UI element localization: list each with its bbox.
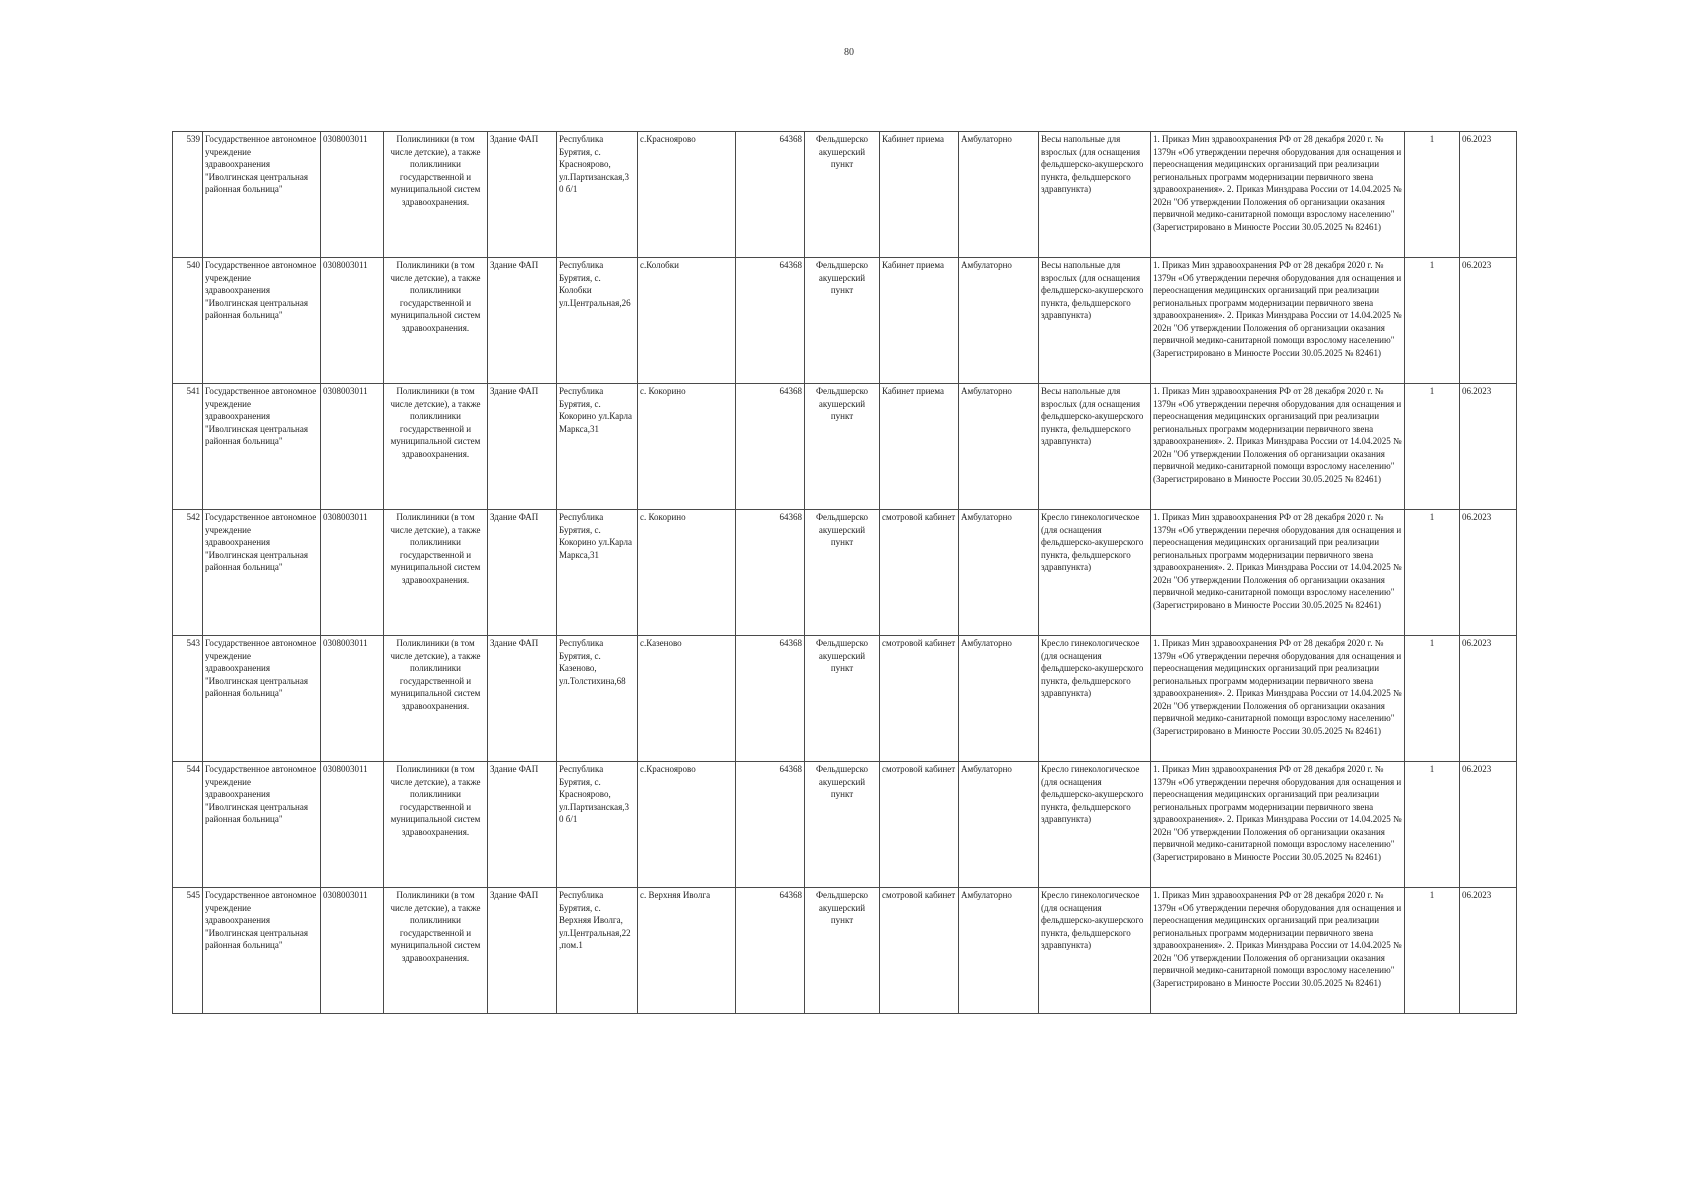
cell-number: 542 [173, 510, 203, 636]
cell-unit: Фельдшерско акушерский пункт [805, 762, 880, 888]
cell-code: 0308003011 [321, 510, 384, 636]
cell-equipment: Кресло гинекологическое (для оснащения фельдшерско-акушерского пункта, фельдшерского здравпункта) [1039, 888, 1151, 1014]
cell-purpose: Поликлиники (в том числе детские), а также поликлиники государственной и муниципальной систем здравоохранения. [384, 888, 488, 1014]
cell-code2: 64368 [736, 384, 805, 510]
cell-locality: с.Колобки [638, 258, 736, 384]
cell-code: 0308003011 [321, 132, 384, 258]
cell-address: Республика Бурятия, с. Красноярово, ул.Партизанская,3 0 б/1 [557, 762, 638, 888]
cell-basis: 1. Приказ Мин здравоохранения РФ от 28 декабря 2020 г. № 1379н «Об утверждении перечня оборудования для оснащения и переоснащения медицинских организаций при реализации региональных программ модернизации первичного звена здравоохранения». 2. Приказ Минздрава России от 14.04.2025 № 202н "Об утверждении Положения об организации оказания первичной медико-санитарной помощи взрослому населению" (Зарегистрировано в Минюсте России 30.05.2025 № 82461) [1151, 762, 1405, 888]
cell-date: 06.2023 [1460, 258, 1517, 384]
cell-address: Республика Бурятия, с. Казеново, ул.Толстихина,68 [557, 636, 638, 762]
cell-mode: Амбулаторно [959, 132, 1039, 258]
cell-mode: Амбулаторно [959, 258, 1039, 384]
cell-code2: 64368 [736, 132, 805, 258]
cell-equipment: Весы напольные для взрослых (для оснащения фельдшерско-акушерского пункта, фельдшерского здравпункта) [1039, 258, 1151, 384]
cell-mode: Амбулаторно [959, 888, 1039, 1014]
registry-table [172, 131, 1517, 1014]
cell-building: Здание ФАП [488, 636, 557, 762]
cell-basis: 1. Приказ Мин здравоохранения РФ от 28 декабря 2020 г. № 1379н «Об утверждении перечня оборудования для оснащения и переоснащения медицинских организаций при реализации региональных программ модернизации первичного звена здравоохранения». 2. Приказ Минздрава России от 14.04.2025 № 202н "Об утверждении Положения об организации оказания первичной медико-санитарной помощи взрослому населению" (Зарегистрировано в Минюсте России 30.05.2025 № 82461) [1151, 510, 1405, 636]
cell-organization: Государственное автономное учреждение здравоохранения "Иволгинская центральная районная больница" [203, 762, 321, 888]
cell-code: 0308003011 [321, 258, 384, 384]
cell-building: Здание ФАП [488, 762, 557, 888]
cell-room: Кабинет приема [880, 258, 959, 384]
table-row [173, 762, 1517, 888]
cell-equipment: Кресло гинекологическое (для оснащения фельдшерско-акушерского пункта, фельдшерского здравпункта) [1039, 762, 1151, 888]
cell-basis: 1. Приказ Мин здравоохранения РФ от 28 декабря 2020 г. № 1379н «Об утверждении перечня оборудования для оснащения и переоснащения медицинских организаций при реализации региональных программ модернизации первичного звена здравоохранения». 2. Приказ Минздрава России от 14.04.2025 № 202н "Об утверждении Положения об организации оказания первичной медико-санитарной помощи взрослому населению" (Зарегистрировано в Минюсте России 30.05.2025 № 82461) [1151, 132, 1405, 258]
cell-date: 06.2023 [1460, 132, 1517, 258]
cell-mode: Амбулаторно [959, 762, 1039, 888]
cell-unit: Фельдшерско акушерский пункт [805, 510, 880, 636]
cell-code: 0308003011 [321, 384, 384, 510]
cell-number: 543 [173, 636, 203, 762]
cell-room: смотровой кабинет [880, 636, 959, 762]
table-row [173, 132, 1517, 258]
cell-mode: Амбулаторно [959, 636, 1039, 762]
cell-number: 539 [173, 132, 203, 258]
cell-code: 0308003011 [321, 636, 384, 762]
cell-organization: Государственное автономное учреждение здравоохранения "Иволгинская центральная районная больница" [203, 258, 321, 384]
cell-address: Республика Бурятия, с. Красноярово, ул.Партизанская,3 0 б/1 [557, 132, 638, 258]
cell-purpose: Поликлиники (в том числе детские), а также поликлиники государственной и муниципальной систем здравоохранения. [384, 762, 488, 888]
cell-basis: 1. Приказ Мин здравоохранения РФ от 28 декабря 2020 г. № 1379н «Об утверждении перечня оборудования для оснащения и переоснащения медицинских организаций при реализации региональных программ модернизации первичного звена здравоохранения». 2. Приказ Минздрава России от 14.04.2025 № 202н "Об утверждении Положения об организации оказания первичной медико-санитарной помощи взрослому населению" (Зарегистрировано в Минюсте России 30.05.2025 № 82461) [1151, 888, 1405, 1014]
cell-quantity: 1 [1405, 258, 1460, 384]
cell-building: Здание ФАП [488, 258, 557, 384]
cell-organization: Государственное автономное учреждение здравоохранения "Иволгинская центральная районная больница" [203, 384, 321, 510]
cell-address: Республика Бурятия, с. Верхняя Иволга, ул.Центральная,22 ,пом.1 [557, 888, 638, 1014]
cell-date: 06.2023 [1460, 762, 1517, 888]
cell-room: смотровой кабинет [880, 510, 959, 636]
cell-number: 544 [173, 762, 203, 888]
cell-code: 0308003011 [321, 762, 384, 888]
cell-organization: Государственное автономное учреждение здравоохранения "Иволгинская центральная районная больница" [203, 510, 321, 636]
cell-equipment: Весы напольные для взрослых (для оснащения фельдшерско-акушерского пункта, фельдшерского здравпункта) [1039, 132, 1151, 258]
cell-locality: с.Красноярово [638, 762, 736, 888]
cell-organization: Государственное автономное учреждение здравоохранения "Иволгинская центральная районная больница" [203, 636, 321, 762]
cell-code2: 64368 [736, 762, 805, 888]
cell-code2: 64368 [736, 888, 805, 1014]
cell-code: 0308003011 [321, 888, 384, 1014]
table-row [173, 384, 1517, 510]
cell-unit: Фельдшерско акушерский пункт [805, 258, 880, 384]
cell-locality: с.Красноярово [638, 132, 736, 258]
cell-locality: с.Казеново [638, 636, 736, 762]
cell-building: Здание ФАП [488, 132, 557, 258]
table-row [173, 510, 1517, 636]
cell-unit: Фельдшерско акушерский пункт [805, 384, 880, 510]
cell-quantity: 1 [1405, 888, 1460, 1014]
cell-unit: Фельдшерско акушерский пункт [805, 888, 880, 1014]
cell-date: 06.2023 [1460, 384, 1517, 510]
cell-address: Республика Бурятия, с. Кокорино ул.Карла Маркса,31 [557, 384, 638, 510]
cell-purpose: Поликлиники (в том числе детские), а также поликлиники государственной и муниципальной систем здравоохранения. [384, 384, 488, 510]
cell-unit: Фельдшерско акушерский пункт [805, 636, 880, 762]
cell-building: Здание ФАП [488, 510, 557, 636]
table-row [173, 636, 1517, 762]
cell-code2: 64368 [736, 258, 805, 384]
cell-code2: 64368 [736, 510, 805, 636]
cell-address: Республика Бурятия, с. Колобки ул.Центральная,26 [557, 258, 638, 384]
cell-room: смотровой кабинет [880, 888, 959, 1014]
cell-basis: 1. Приказ Мин здравоохранения РФ от 28 декабря 2020 г. № 1379н «Об утверждении перечня оборудования для оснащения и переоснащения медицинских организаций при реализации региональных программ модернизации первичного звена здравоохранения». 2. Приказ Минздрава России от 14.04.2025 № 202н "Об утверждении Положения об организации оказания первичной медико-санитарной помощи взрослому населению" (Зарегистрировано в Минюсте России 30.05.2025 № 82461) [1151, 258, 1405, 384]
cell-date: 06.2023 [1460, 636, 1517, 762]
cell-unit: Фельдшерско акушерский пункт [805, 132, 880, 258]
cell-purpose: Поликлиники (в том числе детские), а также поликлиники государственной и муниципальной систем здравоохранения. [384, 258, 488, 384]
cell-equipment: Кресло гинекологическое (для оснащения фельдшерско-акушерского пункта, фельдшерского здравпункта) [1039, 636, 1151, 762]
cell-building: Здание ФАП [488, 888, 557, 1014]
cell-locality: с. Кокорино [638, 510, 736, 636]
cell-quantity: 1 [1405, 384, 1460, 510]
cell-mode: Амбулаторно [959, 510, 1039, 636]
table-row [173, 888, 1517, 1014]
cell-purpose: Поликлиники (в том числе детские), а также поликлиники государственной и муниципальной систем здравоохранения. [384, 132, 488, 258]
cell-purpose: Поликлиники (в том числе детские), а также поликлиники государственной и муниципальной систем здравоохранения. [384, 636, 488, 762]
cell-organization: Государственное автономное учреждение здравоохранения "Иволгинская центральная районная больница" [203, 888, 321, 1014]
cell-room: Кабинет приема [880, 132, 959, 258]
cell-equipment: Кресло гинекологическое (для оснащения фельдшерско-акушерского пункта, фельдшерского здравпункта) [1039, 510, 1151, 636]
page-number: 80 [844, 47, 854, 58]
cell-quantity: 1 [1405, 636, 1460, 762]
cell-locality: с. Верхняя Иволга [638, 888, 736, 1014]
cell-basis: 1. Приказ Мин здравоохранения РФ от 28 декабря 2020 г. № 1379н «Об утверждении перечня оборудования для оснащения и переоснащения медицинских организаций при реализации региональных программ модернизации первичного звена здравоохранения». 2. Приказ Минздрава России от 14.04.2025 № 202н "Об утверждении Положения об организации оказания первичной медико-санитарной помощи взрослому населению" (Зарегистрировано в Минюсте России 30.05.2025 № 82461) [1151, 636, 1405, 762]
table-row [173, 258, 1517, 384]
cell-number: 541 [173, 384, 203, 510]
cell-organization: Государственное автономное учреждение здравоохранения "Иволгинская центральная районная больница" [203, 132, 321, 258]
cell-quantity: 1 [1405, 510, 1460, 636]
cell-code2: 64368 [736, 636, 805, 762]
cell-quantity: 1 [1405, 132, 1460, 258]
cell-address: Республика Бурятия, с. Кокорино ул.Карла Маркса,31 [557, 510, 638, 636]
cell-date: 06.2023 [1460, 888, 1517, 1014]
cell-basis: 1. Приказ Мин здравоохранения РФ от 28 декабря 2020 г. № 1379н «Об утверждении перечня оборудования для оснащения и переоснащения медицинских организаций при реализации региональных программ модернизации первичного звена здравоохранения». 2. Приказ Минздрава России от 14.04.2025 № 202н "Об утверждении Положения об организации оказания первичной медико-санитарной помощи взрослому населению" (Зарегистрировано в Минюсте России 30.05.2025 № 82461) [1151, 384, 1405, 510]
cell-mode: Амбулаторно [959, 384, 1039, 510]
cell-quantity: 1 [1405, 762, 1460, 888]
cell-room: Кабинет приема [880, 384, 959, 510]
cell-number: 545 [173, 888, 203, 1014]
cell-room: смотровой кабинет [880, 762, 959, 888]
cell-equipment: Весы напольные для взрослых (для оснащения фельдшерско-акушерского пункта, фельдшерского здравпункта) [1039, 384, 1151, 510]
cell-purpose: Поликлиники (в том числе детские), а также поликлиники государственной и муниципальной систем здравоохранения. [384, 510, 488, 636]
cell-number: 540 [173, 258, 203, 384]
cell-building: Здание ФАП [488, 384, 557, 510]
cell-date: 06.2023 [1460, 510, 1517, 636]
cell-locality: с. Кокорино [638, 384, 736, 510]
